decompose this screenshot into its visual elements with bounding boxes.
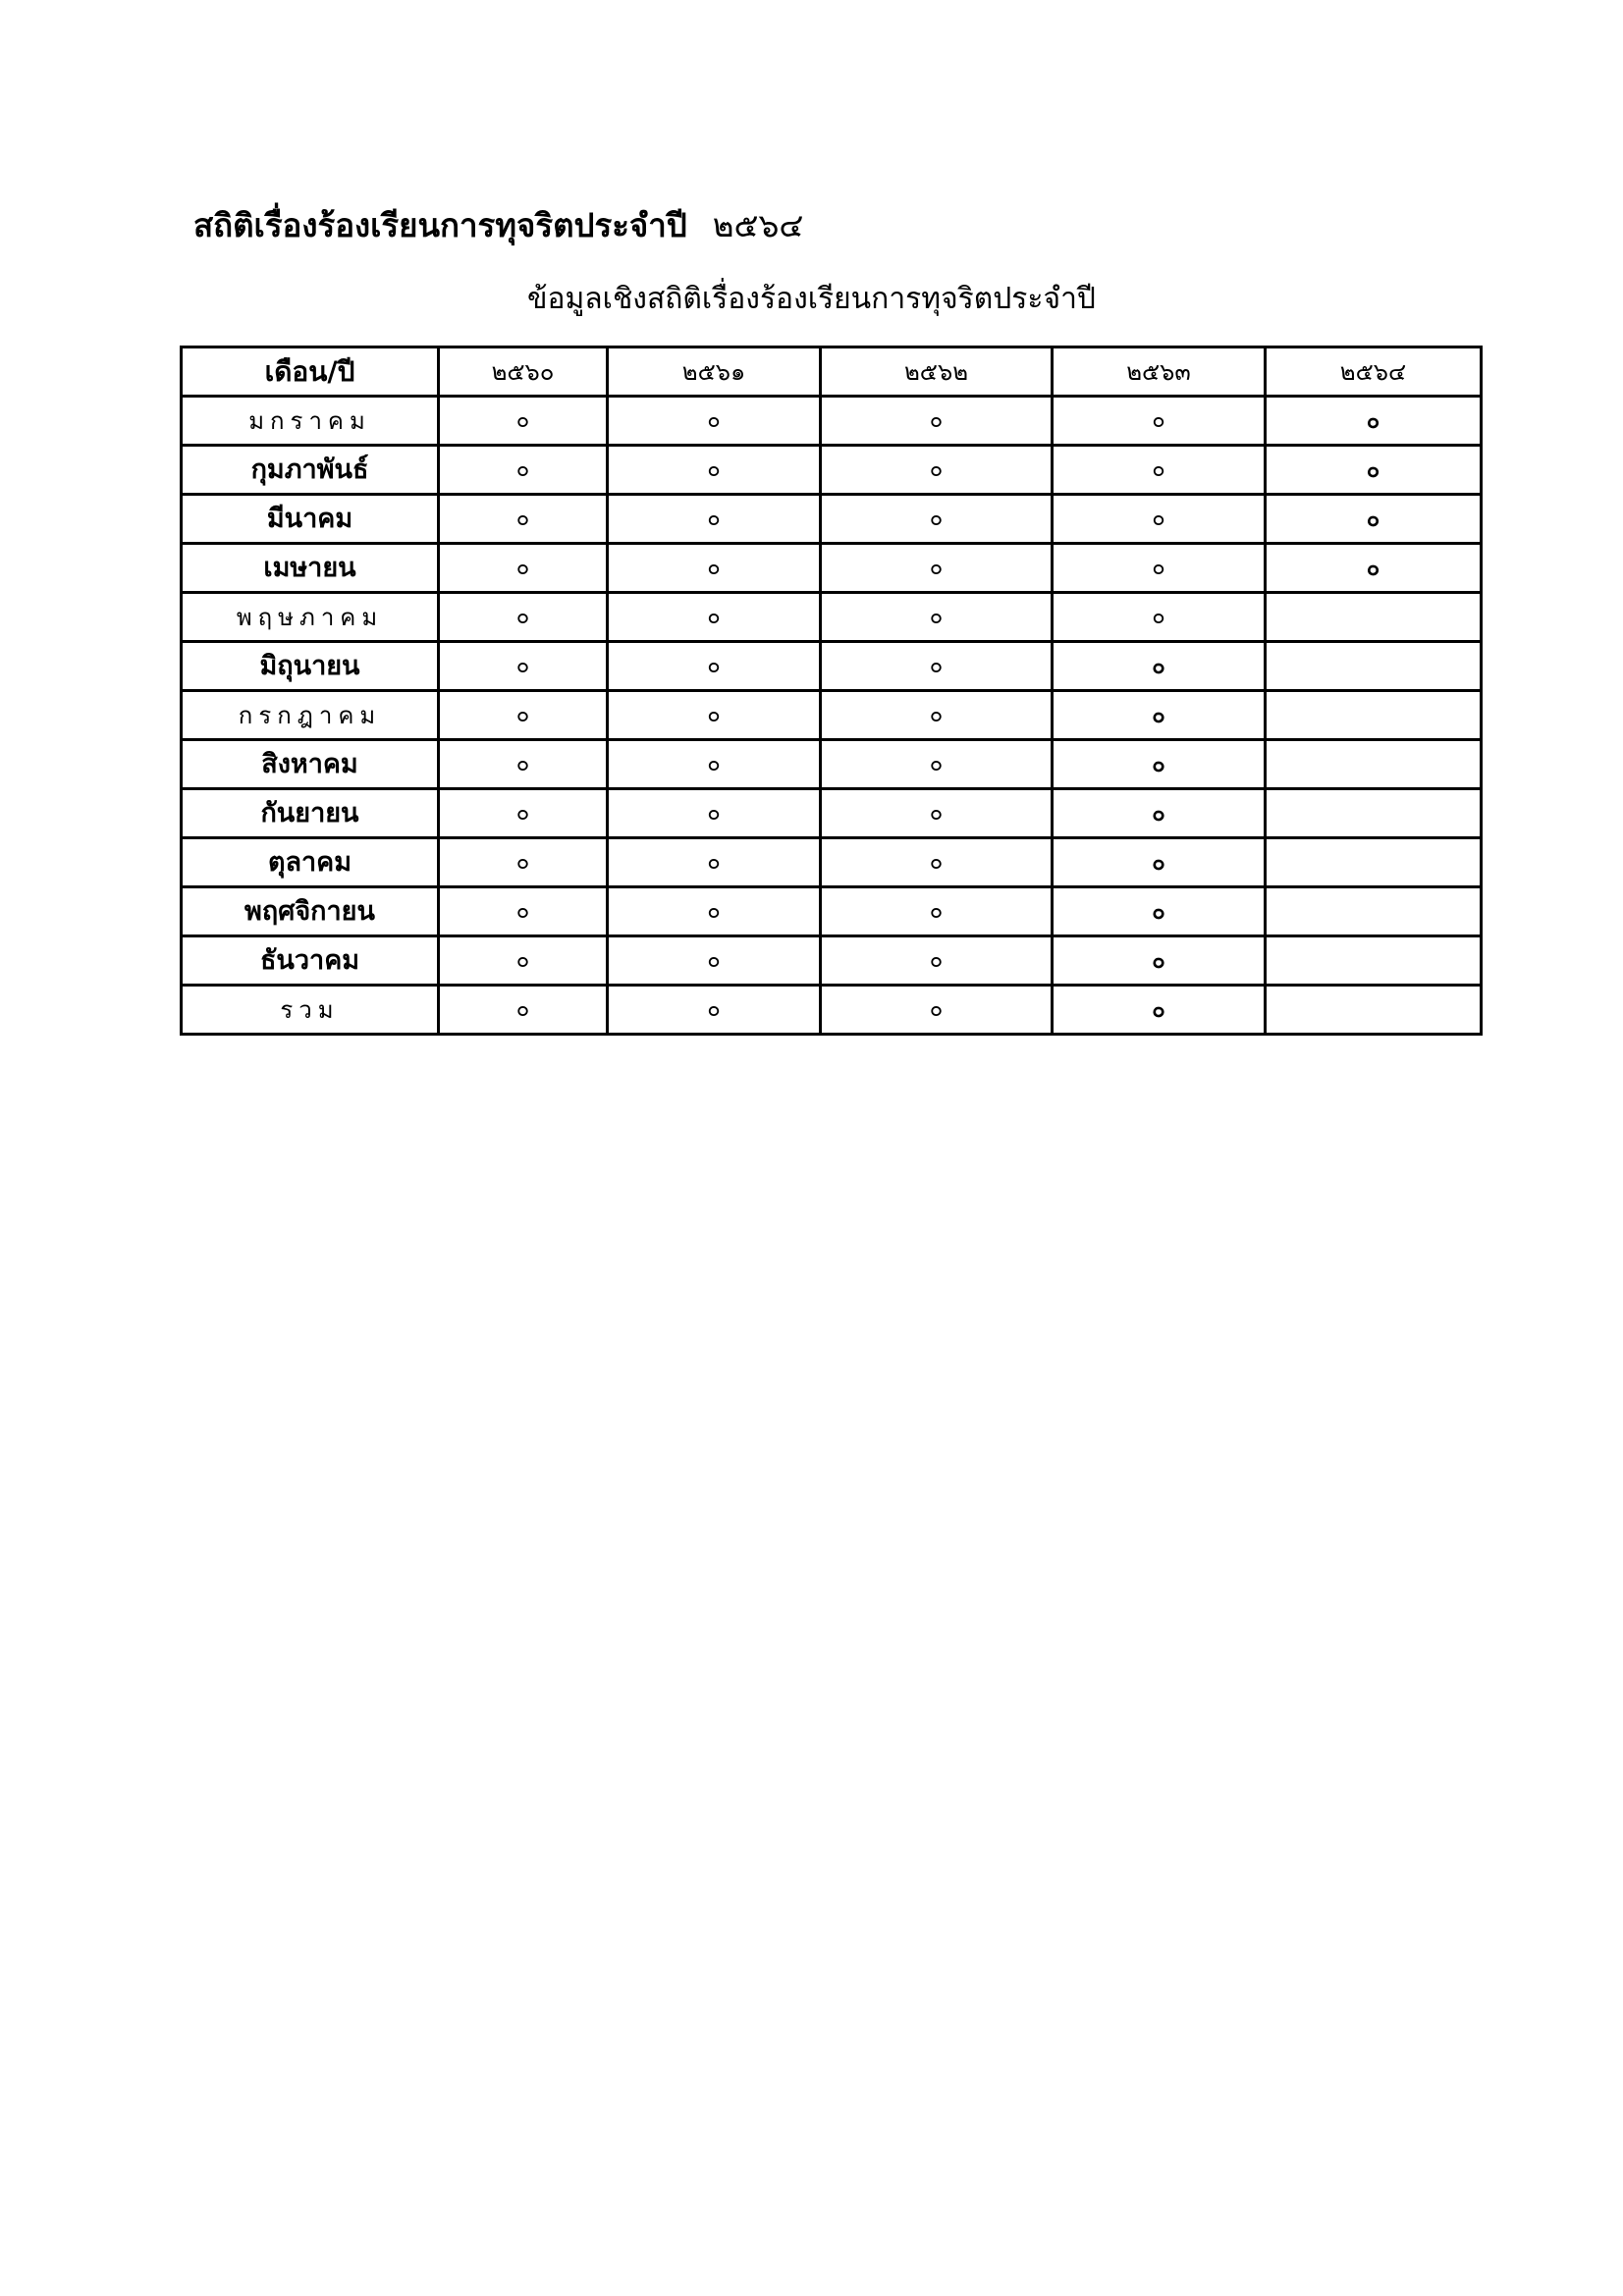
value-cell: ๐ — [1053, 397, 1266, 446]
value-cell: ๐ — [821, 789, 1053, 838]
value-cell: ๐ — [439, 691, 608, 740]
header-year-2563: ๒๕๖๓ — [1053, 347, 1266, 397]
value-cell — [1266, 887, 1482, 936]
value-cell — [1266, 789, 1482, 838]
value-cell — [1266, 838, 1482, 887]
value-cell: ๐ — [1053, 740, 1266, 789]
value-cell: ๐ — [439, 789, 608, 838]
value-cell: ๐ — [821, 740, 1053, 789]
table-row — [182, 740, 1482, 789]
value-cell — [1266, 936, 1482, 986]
month-cell: ตุลาคม — [182, 838, 439, 887]
table-row — [182, 642, 1482, 691]
table-row — [182, 838, 1482, 887]
month-cell: มกราคม — [182, 397, 439, 446]
table-header-row — [182, 347, 1482, 397]
month-cell: เมษายน — [182, 544, 439, 593]
value-cell: ๐ — [1053, 495, 1266, 544]
table-row — [182, 397, 1482, 446]
value-cell: ๐ — [1266, 544, 1482, 593]
value-cell: ๐ — [1053, 936, 1266, 986]
value-cell: ๐ — [1053, 642, 1266, 691]
complaint-statistics-table — [180, 346, 1483, 1036]
value-cell: ๐ — [821, 397, 1053, 446]
total-value-cell: ๐ — [439, 986, 608, 1035]
header-year-2561: ๒๕๖๑ — [608, 347, 821, 397]
table-total-row — [182, 986, 1482, 1035]
value-cell: ๐ — [1053, 593, 1266, 642]
value-cell — [1266, 593, 1482, 642]
table-caption: ข้อมูลเชิงสถิติเรื่องร้องเรียนการทุจริตประจำปี — [527, 282, 1096, 316]
value-cell: ๐ — [439, 544, 608, 593]
document-title-year: ๒๕๖๔ — [712, 206, 804, 244]
value-cell: ๐ — [439, 887, 608, 936]
value-cell: ๐ — [1053, 789, 1266, 838]
value-cell: ๐ — [821, 495, 1053, 544]
month-cell: มิถุนายน — [182, 642, 439, 691]
table-row — [182, 593, 1482, 642]
total-value-cell: ๐ — [608, 986, 821, 1035]
value-cell — [1266, 642, 1482, 691]
header-year-2560: ๒๕๖๐ — [439, 347, 608, 397]
value-cell: ๐ — [608, 789, 821, 838]
value-cell: ๐ — [608, 887, 821, 936]
total-value-cell: ๐ — [1053, 986, 1266, 1035]
month-cell: มีนาคม — [182, 495, 439, 544]
table-row — [182, 936, 1482, 986]
value-cell: ๐ — [821, 593, 1053, 642]
value-cell: ๐ — [608, 397, 821, 446]
value-cell: ๐ — [1053, 691, 1266, 740]
table-row — [182, 495, 1482, 544]
document-title — [193, 201, 803, 250]
month-cell: สิงหาคม — [182, 740, 439, 789]
header-year-2564: ๒๕๖๔ — [1266, 347, 1482, 397]
value-cell: ๐ — [1266, 397, 1482, 446]
value-cell: ๐ — [439, 936, 608, 986]
value-cell: ๐ — [821, 838, 1053, 887]
value-cell: ๐ — [439, 838, 608, 887]
value-cell: ๐ — [1266, 446, 1482, 495]
table-row — [182, 789, 1482, 838]
table-row — [182, 544, 1482, 593]
document-title-text: สถิติเรื่องร้องเรียนการทุจริตประจำปี — [193, 206, 687, 244]
header-month-year: เดือน/ปี — [182, 347, 439, 397]
table-row — [182, 691, 1482, 740]
month-cell: พฤษภาคม — [182, 593, 439, 642]
value-cell: ๐ — [439, 397, 608, 446]
value-cell: ๐ — [821, 887, 1053, 936]
month-cell: กุมภาพันธ์ — [182, 446, 439, 495]
month-cell: พฤศจิกายน — [182, 887, 439, 936]
value-cell: ๐ — [439, 446, 608, 495]
value-cell: ๐ — [1053, 887, 1266, 936]
table-row — [182, 446, 1482, 495]
value-cell: ๐ — [608, 446, 821, 495]
value-cell: ๐ — [821, 446, 1053, 495]
value-cell: ๐ — [608, 495, 821, 544]
total-value-cell: ๐ — [821, 986, 1053, 1035]
value-cell: ๐ — [1053, 544, 1266, 593]
total-value-cell — [1266, 986, 1482, 1035]
value-cell: ๐ — [1266, 495, 1482, 544]
value-cell: ๐ — [608, 544, 821, 593]
total-label-cell: รวม — [182, 986, 439, 1035]
value-cell: ๐ — [608, 642, 821, 691]
value-cell: ๐ — [1053, 446, 1266, 495]
value-cell: ๐ — [608, 838, 821, 887]
value-cell: ๐ — [608, 691, 821, 740]
month-cell: กันยายน — [182, 789, 439, 838]
value-cell — [1266, 691, 1482, 740]
value-cell: ๐ — [439, 642, 608, 691]
value-cell: ๐ — [439, 593, 608, 642]
value-cell — [1266, 740, 1482, 789]
value-cell: ๐ — [821, 691, 1053, 740]
value-cell: ๐ — [1053, 838, 1266, 887]
value-cell: ๐ — [821, 544, 1053, 593]
value-cell: ๐ — [608, 593, 821, 642]
value-cell: ๐ — [439, 495, 608, 544]
value-cell: ๐ — [439, 740, 608, 789]
month-cell: กรกฎาคม — [182, 691, 439, 740]
table-row — [182, 887, 1482, 936]
value-cell: ๐ — [821, 936, 1053, 986]
value-cell: ๐ — [821, 642, 1053, 691]
value-cell: ๐ — [608, 936, 821, 986]
month-cell: ธันวาคม — [182, 936, 439, 986]
value-cell: ๐ — [608, 740, 821, 789]
header-year-2562: ๒๕๖๒ — [821, 347, 1053, 397]
